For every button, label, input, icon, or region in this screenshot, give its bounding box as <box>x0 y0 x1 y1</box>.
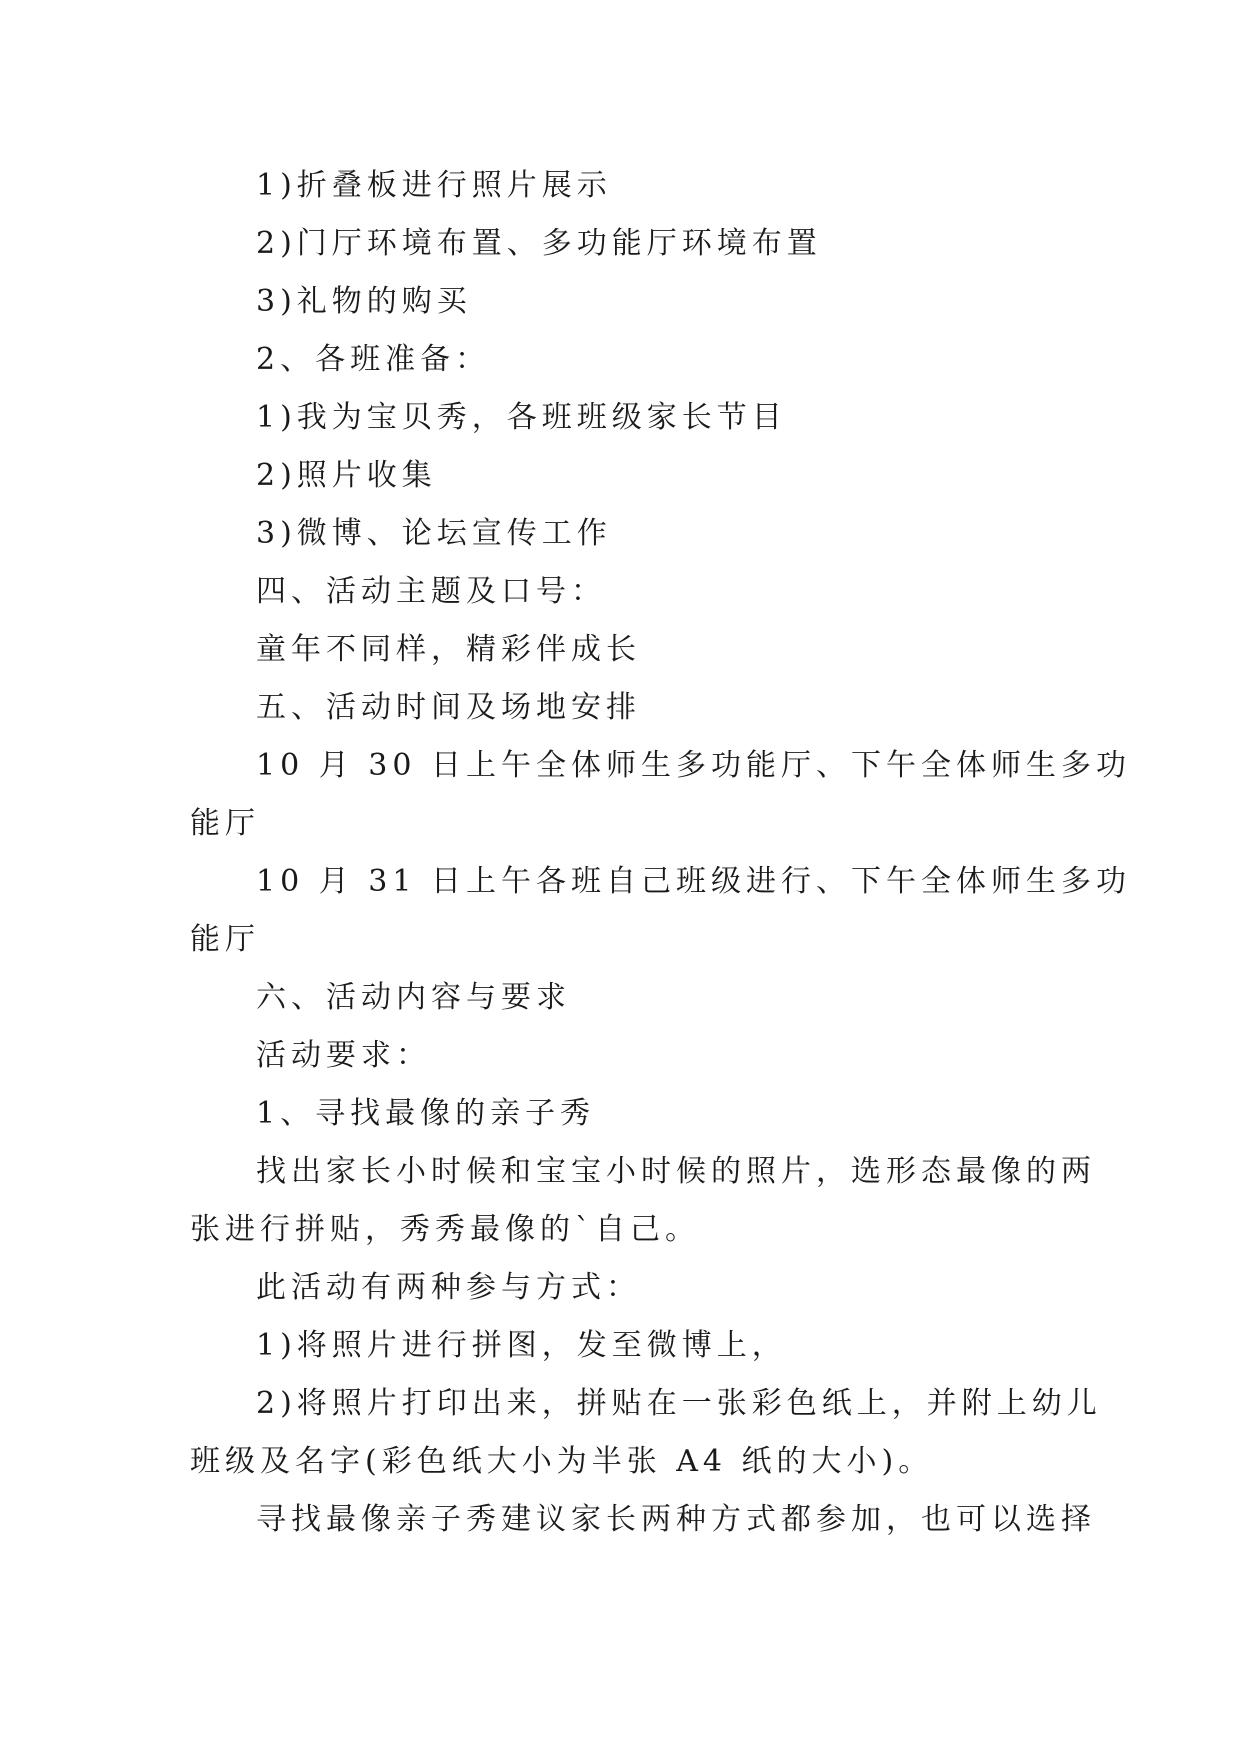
section-heading: 六、活动内容与要求 <box>256 980 571 1015</box>
text-line: 1)折叠板进行照片展示 <box>256 168 612 203</box>
text-line: 2)门厅环境布置、多功能厅环境布置 <box>256 226 822 261</box>
text-line: 活动要求： <box>256 1038 431 1073</box>
text-line: 童年不同样，精彩伴成长 <box>256 632 641 667</box>
text-line: 2)照片收集 <box>256 458 437 493</box>
text-line: 此活动有两种参与方式： <box>256 1270 641 1305</box>
text-line: 能厅 <box>190 806 260 841</box>
text-line: 2、各班准备： <box>256 342 491 377</box>
text-line: 寻找最像亲子秀建议家长两种方式都参加，也可以选择 <box>256 1502 1096 1537</box>
text-line: 3)礼物的购买 <box>256 284 472 319</box>
text-line: 2)将照片打印出来，拼贴在一张彩色纸上，并附上幼儿 <box>256 1386 1102 1421</box>
text-line: 张进行拼贴，秀秀最像的`自己。 <box>190 1212 700 1247</box>
section-heading: 五、活动时间及场地安排 <box>256 690 641 725</box>
text-line: 10 月 31 日上午各班自己班级进行、下午全体师生多功 <box>256 864 1131 899</box>
text-line: 1)我为宝贝秀，各班班级家长节目 <box>256 400 787 435</box>
section-heading: 四、活动主题及口号： <box>256 574 606 609</box>
text-line: 1、寻找最像的亲子秀 <box>256 1096 596 1131</box>
text-line: 1)将照片进行拼图，发至微博上， <box>256 1328 787 1363</box>
text-line: 找出家长小时候和宝宝小时候的照片，选形态最像的两 <box>256 1154 1096 1189</box>
text-line: 3)微博、论坛宣传工作 <box>256 516 612 551</box>
text-line: 10 月 30 日上午全体师生多功能厅、下午全体师生多功 <box>256 748 1131 783</box>
text-line: 能厅 <box>190 922 260 957</box>
text-line: 班级及名字(彩色纸大小为半张 A4 纸的大小)。 <box>190 1444 934 1479</box>
